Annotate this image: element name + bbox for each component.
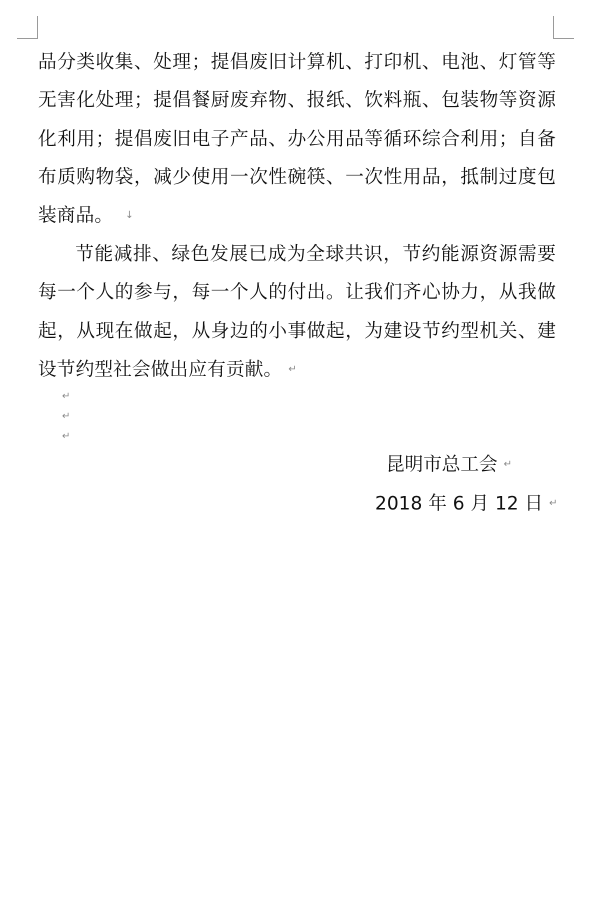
paragraph-conclusion[interactable]	[38, 236, 556, 390]
paragraph-text: 节能减排、绿色发展已成为全球共识，节约能源资源需要每一个人的参与，每一个人的付出。让我们齐心协力，从我做起，从现在做起，从身边的小事做起，为建设节约型机关、建设节约型社会做出应有贡献。	[38, 244, 556, 381]
signature-date[interactable]	[375, 491, 558, 518]
document-body[interactable]	[38, 44, 556, 390]
paragraph-mark-icon: ↵	[503, 459, 512, 470]
signature-organization[interactable]	[386, 452, 512, 479]
signature-date-text: 2018 年 6 月 12 日	[375, 493, 544, 515]
line-break-mark-icon: ↓	[125, 210, 134, 222]
crop-mark-top-right	[553, 16, 574, 39]
empty-paragraph-mark-icon: ↵	[62, 431, 71, 442]
paragraph-text: 品分类收集、处理；提倡废旧计算机、打印机、电池、灯管等无害化处理；提倡餐厨废弃物、报纸、饮料瓶、包装物等资源化利用；提倡废旧电子产品、办公用品等循环综合利用；自备布质购物袋，减少使用一次性碗筷、一次性用品，抵制过度包装商品。	[38, 52, 556, 227]
paragraph-mark-icon: ↵	[549, 498, 558, 509]
signature-organization-text: 昆明市总工会	[386, 454, 498, 476]
empty-paragraph-mark-icon: ↵	[62, 391, 71, 402]
empty-paragraph-mark-icon: ↵	[62, 411, 71, 422]
paragraph-recycling[interactable]	[38, 44, 556, 236]
paragraph-mark-icon: ↵	[288, 364, 297, 376]
crop-mark-top-left	[17, 16, 38, 39]
